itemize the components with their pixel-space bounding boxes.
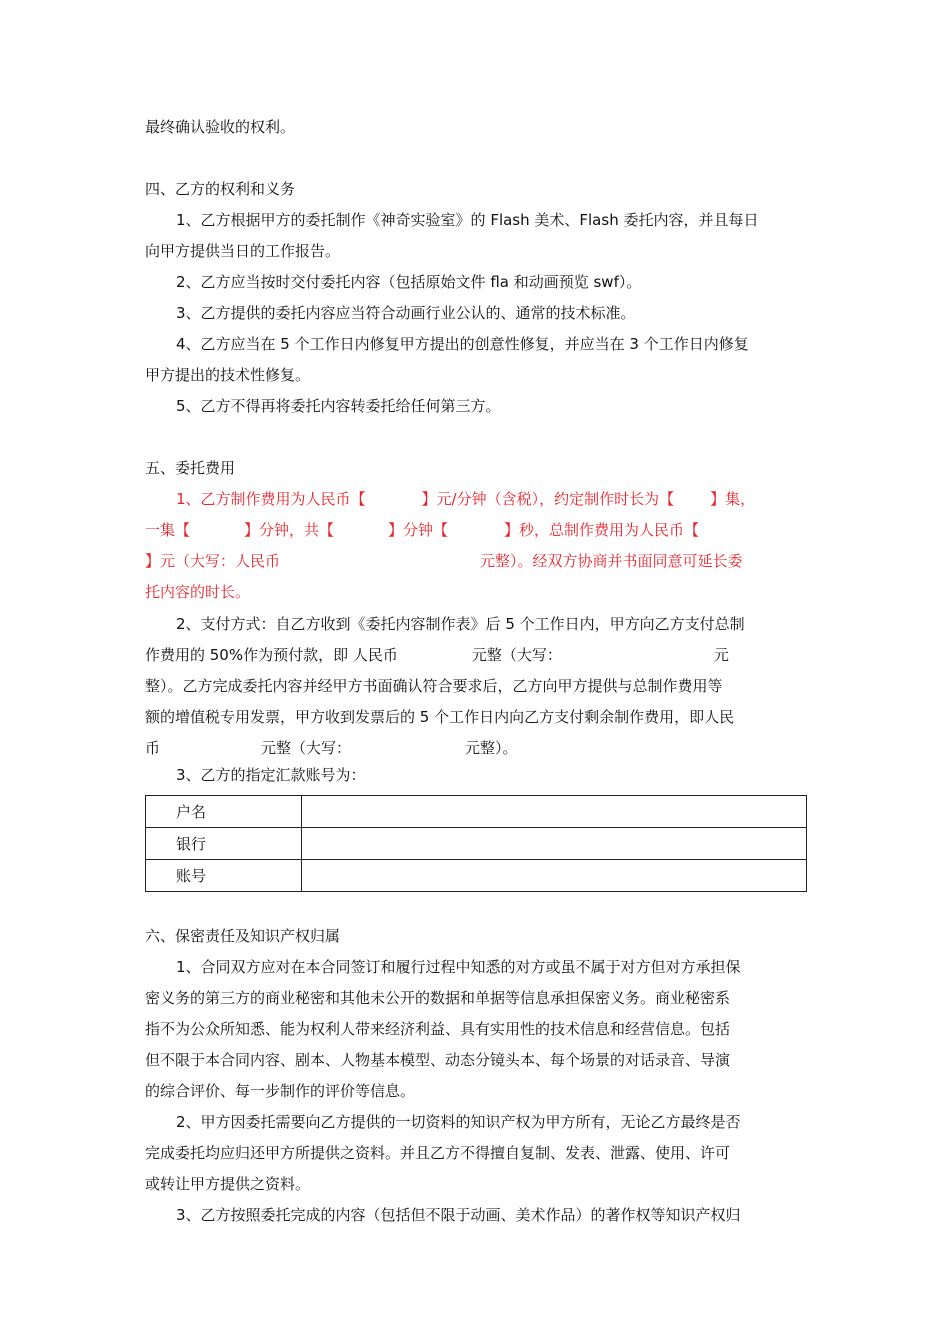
paragraph-line: 密义务的第三方的商业秘密和其他未公开的数据和单据等信息承担保密义务。商业秘密系 [145,989,731,1007]
table-row [146,860,807,892]
paragraph-line: 最终确认验收的权利。 [145,118,296,136]
payment-text: 作费用的 50%作为预付款，即 人民币 [145,646,398,664]
fee-clause-line: 托内容的时长。 [145,583,251,601]
fee-text: 】秒，总制作费用为人民币【 [504,521,700,539]
section-heading-party-b-rights: 四、乙方的权利和义务 [145,180,296,198]
paragraph-line: 完成委托均应归还甲方所提供之资料。并且乙方不得擅自复制、发表、泄露、使用、许可 [145,1144,731,1162]
fee-text: 1、乙方制作费用为人民币【 [176,490,366,508]
fee-text: 一集【 [145,521,191,539]
payment-text: 元整）。 [465,739,518,757]
paragraph-line: 的综合评价、每一步制作的评价等信息。 [145,1082,416,1100]
fee-text: 】分钟，共【 [244,521,335,539]
bank-value [302,828,807,860]
paragraph-line: 4、乙方应当在 5 个工作日内修复甲方提出的创意性修复，并应当在 3 个工作日内修复 [176,335,749,353]
paragraph-line: 3、乙方按照委托完成的内容（包括但不限于动画、美术作品）的著作权等知识产权归 [176,1206,741,1224]
fee-clause-line [145,550,743,572]
paragraph-line: 或转让甲方提供之资料。 [145,1175,311,1193]
bank-account-table [145,795,807,892]
payment-text: 元整（大写： [471,646,562,664]
payment-text: 元整（大写： [261,739,352,757]
fee-text: 】元（大写：人民币 [145,552,281,570]
paragraph-line: 5、乙方不得再将委托内容转委托给任何第三方。 [176,397,501,415]
paragraph-line: 但不限于本合同内容、剧本、人物基本模型、动态分镜头本、每个场景的对话录音、导演 [145,1051,731,1069]
paragraph-line: 向甲方提供当日的工作报告。 [145,242,341,260]
paragraph-line: 1、合同双方应对在本合同签订和履行过程中知悉的对方或虽不属于对方但对方承担保 [176,958,741,976]
paragraph-line: 2、乙方应当按时交付委托内容（包括原始文件 fla 和动画预览 swf）。 [176,273,642,291]
section-heading-fees: 五、委托费用 [145,459,236,477]
fee-clause-line [145,519,699,541]
bank-label: 银行 [146,828,302,860]
fee-text: 】元/分钟（含税），约定制作时长为【 [421,490,675,508]
fee-text: 】分钟【 [388,521,449,539]
paragraph-line [145,737,518,759]
payment-text: 元 [713,646,729,664]
fee-clause-line [176,488,755,510]
paragraph-line: 3、乙方的指定汇款账号为： [176,766,366,784]
paragraph-line: 3、乙方提供的委托内容应当符合动画行业公认的、通常的技术标准。 [176,304,636,322]
table-row [146,828,807,860]
paragraph-line: 甲方提出的技术性修复。 [145,366,311,384]
account-number-value [302,860,807,892]
fee-text: 元整）。经双方协商并书面同意可延长委 [480,552,743,570]
paragraph-line: 整）。乙方完成委托内容并经甲方书面确认符合要求后，乙方向甲方提供与总制作费用等 [145,677,723,695]
account-name-label: 户名 [146,796,302,828]
section-heading-confidentiality: 六、保密责任及知识产权归属 [145,927,341,945]
paragraph-line [145,644,729,666]
fee-text: 】集， [710,490,756,508]
paragraph-line: 2、支付方式：自乙方收到《委托内容制作表》后 5 个工作日内，甲方向乙方支付总制 [176,615,745,633]
paragraph-line: 1、乙方根据甲方的委托制作《神奇实验室》的 Flash 美术、Flash 委托内容，并且每日 [176,211,759,229]
paragraph-line: 额的增值税专用发票，甲方收到发票后的 5 个工作日内向乙方支付剩余制作费用，即人民 [145,708,735,726]
paragraph-line: 2、甲方因委托需要向乙方提供的一切资料的知识产权为甲方所有，无论乙方最终是否 [176,1113,741,1131]
payment-text: 币 [145,739,161,757]
account-name-value [302,796,807,828]
account-number-label: 账号 [146,860,302,892]
table-row [146,796,807,828]
paragraph-line: 指不为公众所知悉、能为权利人带来经济利益、具有实用性的技术信息和经营信息。包括 [145,1020,731,1038]
